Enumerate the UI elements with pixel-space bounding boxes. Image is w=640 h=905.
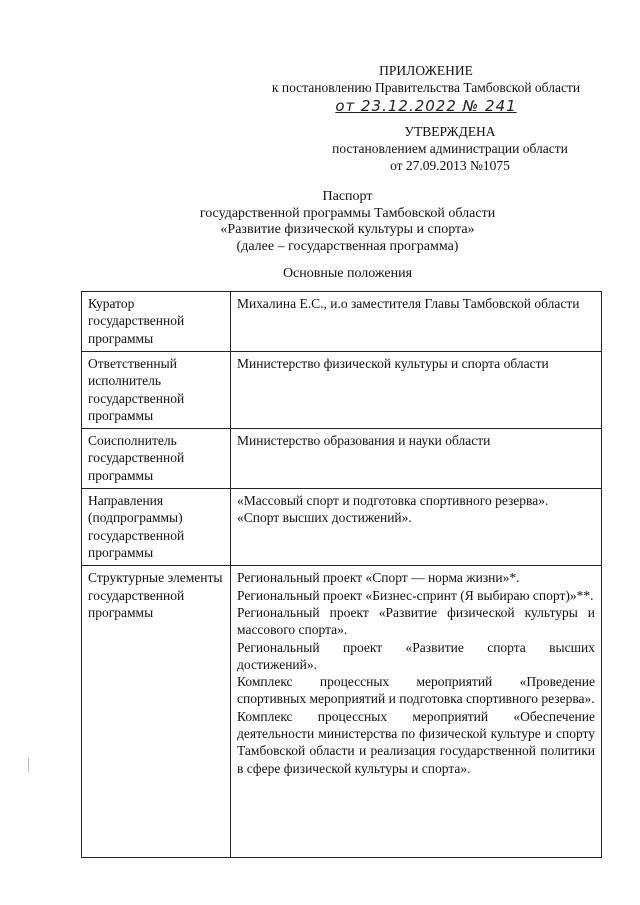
passport-line-2: государственной программы Тамбовской области — [199, 205, 496, 221]
passport-table — [81, 291, 602, 858]
structural-item: Региональный проект «Спорт — норма жизни»*. — [237, 570, 520, 586]
appendix-title: ПРИЛОЖЕНИЕ — [379, 63, 473, 78]
passport-title-block — [120, 189, 575, 255]
appendix-line: к постановлению Правительства Тамбовской области — [271, 80, 581, 95]
executor-value: Министерство физической культуры и спорта области — [231, 352, 602, 429]
table-row-structural-elements — [82, 566, 602, 858]
direction-item: «Спорт высших достижений». — [237, 510, 412, 526]
passport-line-3: «Развитие физической культуры и спорта» — [220, 222, 475, 237]
table-row-executor — [82, 352, 602, 429]
structural-item: Региональный проект «Бизнес-спринт (Я выбираю спорт)»**. — [237, 587, 594, 603]
approved-block — [300, 123, 600, 174]
approved-title: УТВЕРЖДЕНА — [404, 124, 496, 139]
direction-item: «Массовый спорт и подготовка спортивного резерва». — [237, 493, 549, 509]
coexecutor-value: Министерство образования и науки области — [231, 429, 602, 489]
table-row-directions — [82, 489, 602, 566]
structural-item: Региональный проект «Развитие спорта высших достижений». — [237, 639, 595, 672]
curator-value: Михалина Е.С., и.о заместителя Главы Тамбовской области — [231, 292, 602, 352]
approved-line-1: постановлением администрации области — [332, 141, 568, 156]
structural-item: Комплекс процессных мероприятий «Обеспечение деятельности министерства по физической культуре и спорту Тамбовской области и реализация государственной политики в сфере физической культуры и спорта». — [237, 708, 595, 776]
coexecutor-label: Соисполнитель государственной программы — [82, 429, 231, 489]
appendix-block — [236, 62, 616, 115]
passport-line-4: (далее – государственная программа) — [236, 238, 459, 254]
structural-item: Комплекс процессных мероприятий «Проведение спортивных мероприятий и подготовка спортивного резерва». — [237, 674, 595, 707]
structural-elements-value — [231, 566, 602, 858]
handwritten-date: от 23.12.2022 № 241 — [335, 97, 517, 115]
structural-item: Региональный проект «Развитие физической культуры и массового спорта». — [237, 604, 595, 638]
passport-line-1: Паспорт — [322, 189, 373, 204]
table-row-coexecutor — [82, 429, 602, 489]
section-title: Основные положения — [282, 266, 413, 281]
directions-value — [231, 489, 602, 566]
approved-line-2: от 27.09.2013 №1075 — [390, 158, 510, 173]
executor-label: Ответственный исполнитель государственной программы — [82, 352, 231, 429]
structural-elements-label: Структурные элементы государственной программы — [82, 566, 231, 858]
table-row-curator — [82, 292, 602, 352]
margin-mark — [28, 758, 29, 772]
directions-label: Направления (подпрограммы) государственной программы — [82, 489, 231, 566]
curator-label: Куратор государственной программы — [82, 292, 231, 352]
